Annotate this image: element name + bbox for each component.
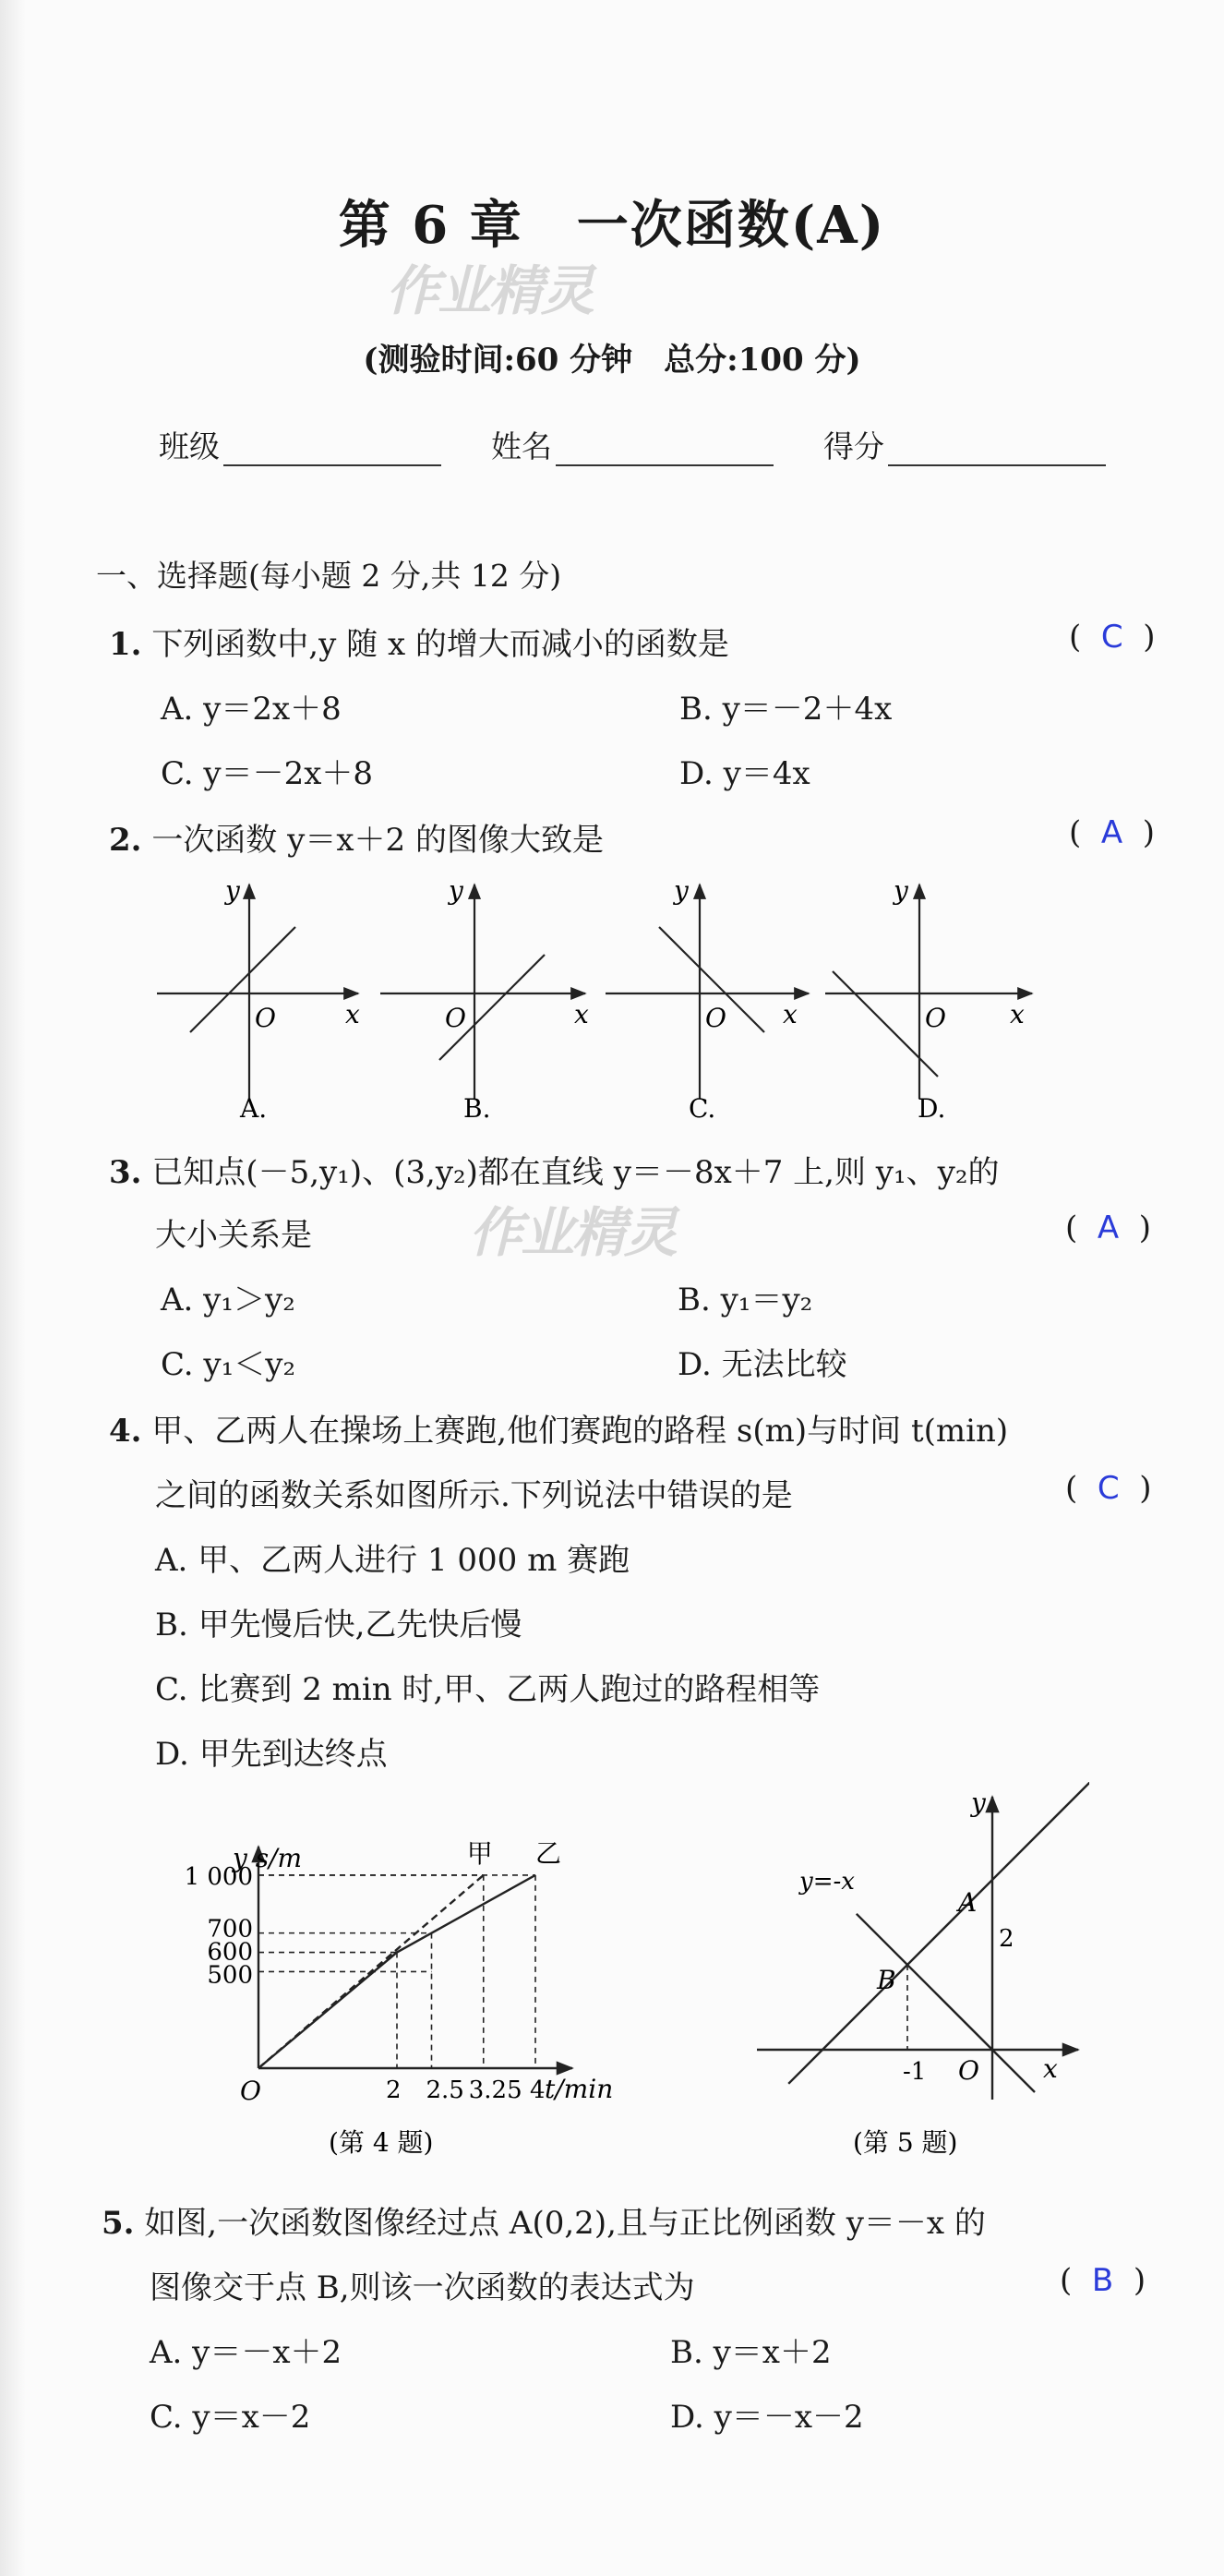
q4-option-c: C. 比赛到 2 min 时,甲、乙两人跑过的路程相等 [155, 1671, 821, 1708]
q2c-x-label: x [783, 999, 798, 1029]
question-4 [109, 1405, 1008, 1451]
q1-number: 1. [109, 626, 142, 663]
q5-point-a: A [958, 1887, 978, 1918]
q2b-origin: O [445, 1003, 466, 1033]
class-label: 班级 [159, 428, 220, 464]
q2c-y-label: y [674, 875, 689, 906]
q5-line-1 [788, 1782, 1089, 2084]
q4-answer-box: ( C ) [1065, 1470, 1152, 1507]
name-blank[interactable] [556, 437, 774, 466]
q5-chart [748, 1782, 1089, 2170]
q4-x-tick: 4 [530, 2076, 546, 2104]
q3-option-d: D. 无法比较 [678, 1346, 847, 1383]
q4-answer: C [1097, 1470, 1120, 1507]
q2-graph-c[interactable] [606, 875, 809, 1124]
q3-option-a: A. y₁＞y₂ [161, 1282, 295, 1318]
test-info: (测验时间:60 分钟 总分:100 分) [363, 342, 861, 379]
q5-length-label: 2 [999, 1925, 1014, 1953]
q2-number: 2. [109, 822, 142, 859]
q4-y-axis-label: y s/m [233, 1843, 303, 1873]
q1-option-a: A. y＝2x＋8 [161, 691, 342, 728]
q2-graph-options [148, 875, 1071, 1125]
q1-answer-box: ( C ) [1069, 619, 1156, 656]
q2-answer: A [1100, 814, 1123, 851]
name-field[interactable] [491, 423, 774, 466]
q5-line-label: y=-x [799, 1868, 855, 1896]
q4-option-b: B. 甲先慢后快,乙先快后慢 [155, 1607, 522, 1643]
score-label: 得分 [823, 428, 884, 464]
q3-number: 3. [109, 1154, 142, 1191]
q2c-origin: O [705, 1003, 726, 1033]
q2a-y-label: y [225, 875, 240, 906]
q2a-x-label: x [345, 999, 360, 1029]
q1-option-c: C. y＝－2x＋8 [161, 755, 374, 792]
q2d-label: D. [918, 1093, 946, 1124]
q2-text: 一次函数 y＝x＋2 的图像大致是 [151, 822, 604, 859]
q4-number: 4. [109, 1413, 142, 1450]
q4-x-tick: 3.25 [468, 2076, 522, 2104]
q5-answer: B [1091, 2262, 1114, 2299]
q5-answer-box: ( B ) [1060, 2262, 1146, 2299]
q5-option-d: D. y＝－x－2 [670, 2399, 864, 2436]
q1-option-d: D. y＝4x [679, 755, 810, 792]
q4-x-tick: 2.5 [426, 2076, 464, 2104]
q2a-origin: O [255, 1003, 276, 1033]
q4-y-tick: 500 [207, 1961, 253, 1990]
q2b-y-label: y [449, 875, 463, 906]
q5-line1: 如图,一次函数图像经过点 A(0,2),且与正比例函数 y＝－x 的 [144, 2205, 986, 2242]
question-1 [109, 619, 729, 664]
q1-option-b: B. y＝－2＋4x [679, 691, 893, 728]
watermark-top: 作业精灵 [386, 259, 594, 322]
q2c-label: C. [689, 1093, 716, 1124]
q3-answer-box: ( A ) [1065, 1210, 1152, 1246]
score-field[interactable] [823, 423, 1106, 466]
q4-x-tick: 2 [386, 2076, 402, 2104]
q5-number: 5. [102, 2205, 135, 2242]
q5-origin: O [958, 2055, 979, 2086]
q4-series-label-1: 乙 [535, 1837, 562, 1869]
class-field[interactable] [159, 423, 441, 466]
q3-answer: A [1097, 1210, 1120, 1246]
q4-y-tick: 700 [207, 1915, 253, 1944]
question-2 [109, 814, 604, 860]
q4-y-tick: 1 000 [184, 1862, 253, 1891]
q2a-label: A. [240, 1093, 268, 1124]
q5-line2: 图像交于点 B,则该一次函数的表达式为 [150, 2269, 695, 2306]
q4-chart [166, 1828, 646, 2161]
q3-line1: 已知点(－5,y₁)、(3,y₂)都在直线 y＝－8x＋7 上,则 y₁、y₂的 [151, 1154, 1000, 1191]
score-blank[interactable] [888, 437, 1106, 466]
q2d-origin: O [925, 1003, 946, 1033]
q2b-x-label: x [574, 999, 589, 1029]
class-blank[interactable] [223, 437, 441, 466]
q4-origin: O [240, 2076, 261, 2106]
q2-answer-box: ( A ) [1069, 814, 1156, 851]
q4-line2: 之间的函数关系如图所示.下列说法中错误的是 [155, 1477, 793, 1514]
q2-graph-b[interactable] [380, 875, 589, 1124]
page-title: 第 6 章 一次函数(A) [338, 195, 886, 256]
q2d-y-label: y [894, 875, 908, 906]
q5-y-axis-label: y [971, 1788, 986, 1818]
question-5 [102, 2197, 986, 2243]
q5-option-c: C. y＝x－2 [150, 2399, 311, 2436]
q2b-label: B. [463, 1093, 491, 1124]
q4-line1: 甲、乙两人在操场上赛跑,他们赛跑的路程 s(m)与时间 t(min) [151, 1413, 1009, 1450]
q4-y-tick: 600 [207, 1938, 253, 1967]
q2-graph-a[interactable] [157, 875, 360, 1124]
q4-x-axis-label: t/min [545, 2074, 614, 2104]
q3-option-c: C. y₁＜y₂ [161, 1346, 296, 1383]
scan-edge-shadow [0, 0, 26, 2576]
question-3 [109, 1147, 999, 1192]
q4-option-a: A. 甲、乙两人进行 1 000 m 赛跑 [155, 1542, 630, 1579]
q4-series-label-0: 甲 [466, 1837, 493, 1869]
q5-option-b: B. y＝x＋2 [670, 2334, 832, 2371]
q2-graph-d[interactable] [825, 875, 1032, 1124]
q4-caption: (第 4 题) [329, 2127, 434, 2158]
q5-x-axis-label: x [1043, 2053, 1058, 2084]
q5-option-a: A. y＝－x＋2 [150, 2334, 342, 2371]
q1-answer: C [1100, 619, 1123, 656]
q4-option-d: D. 甲先到达终点 [155, 1736, 388, 1773]
watermark-middle: 作业精灵 [469, 1201, 677, 1264]
q5-point-b: B [877, 1965, 896, 1995]
q3-option-b: B. y₁＝y₂ [678, 1282, 813, 1318]
q1-text: 下列函数中,y 随 x 的增大而减小的函数是 [151, 626, 729, 663]
q2d-x-label: x [1010, 999, 1025, 1029]
q5-caption: (第 5 题) [853, 2127, 958, 2158]
section-heading: 一、选择题(每小题 2 分,共 12 分) [96, 558, 562, 594]
name-label: 姓名 [491, 428, 552, 464]
q5-tick-neg1: -1 [903, 2058, 927, 2086]
q3-line2: 大小关系是 [155, 1217, 312, 1254]
